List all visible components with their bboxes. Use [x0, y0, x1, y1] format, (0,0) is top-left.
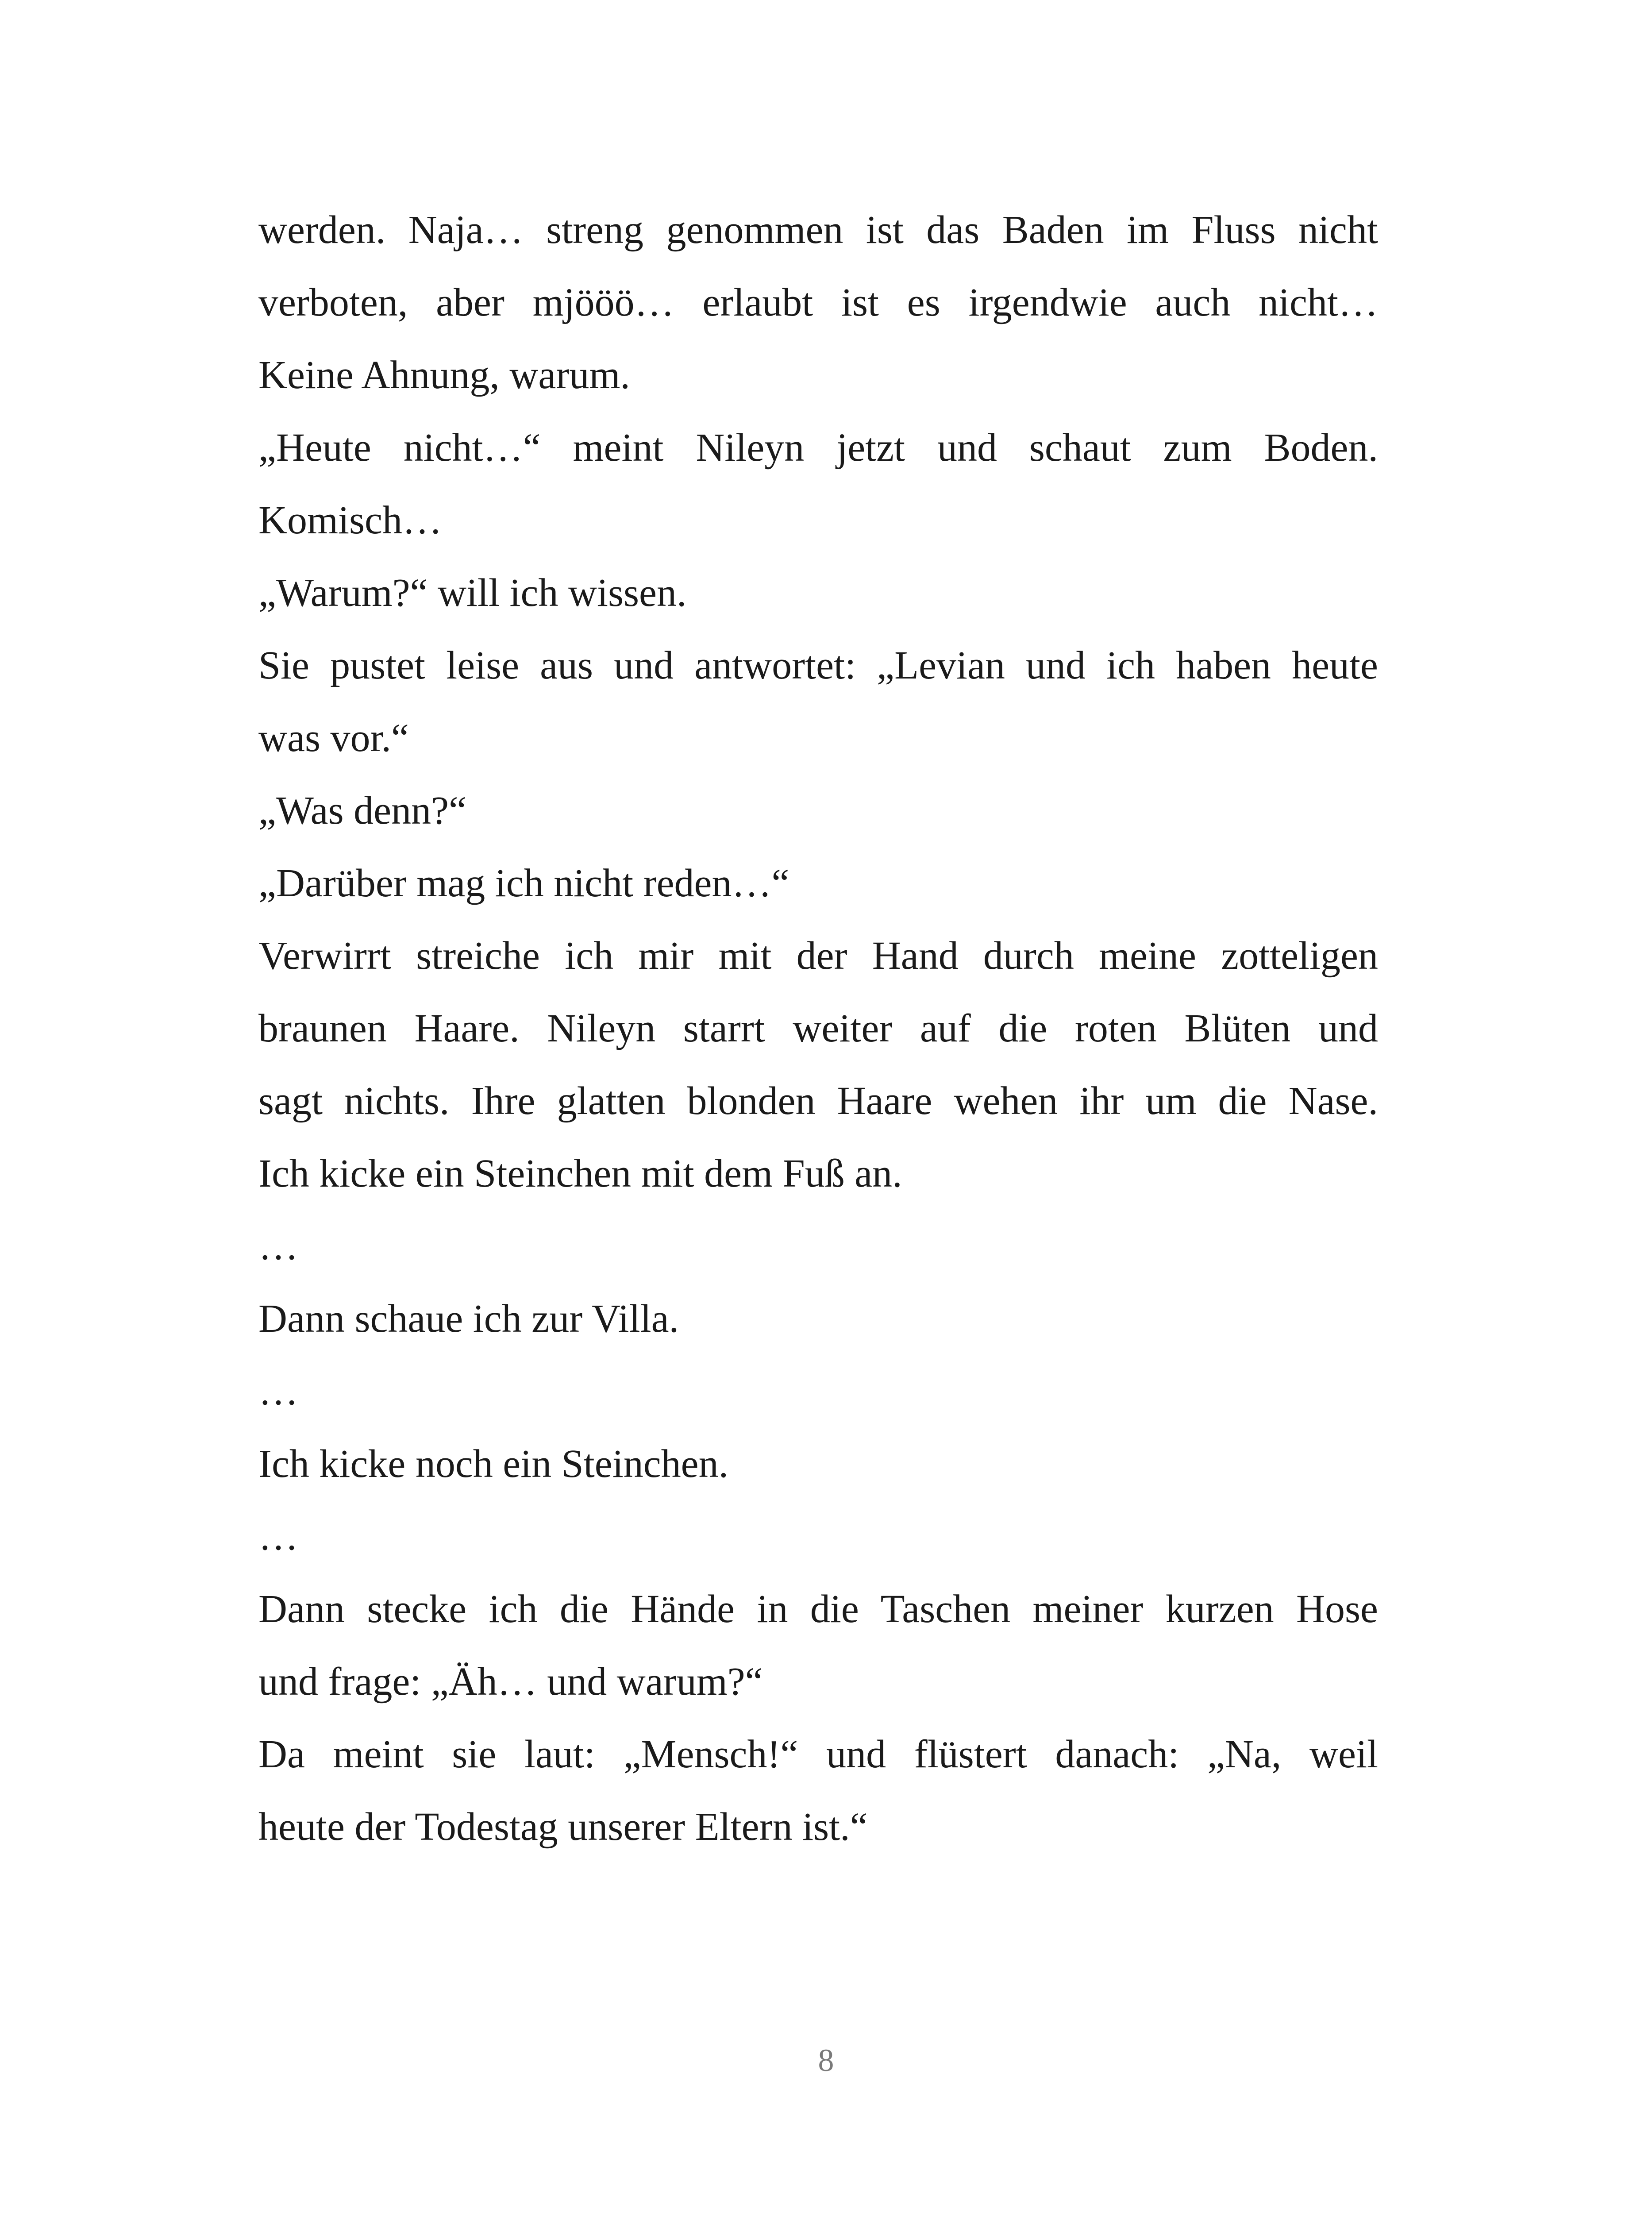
- text-line: Dann schaue ich zur Villa.: [258, 1297, 679, 1341]
- text-line: Komisch…: [258, 498, 442, 542]
- text-line: Verwirrt streiche ich mir mit der Hand durch meine zotteligen: [258, 934, 1378, 978]
- text-line: und frage: „Äh… und warum?“: [258, 1660, 763, 1704]
- text-line: „Darüber mag ich nicht reden…“: [258, 861, 789, 905]
- text-line: was vor.“: [258, 716, 409, 760]
- body-text: [258, 194, 1378, 1863]
- text-line: Da meint sie laut: „Mensch!“ und flüstert danach: „Na, weil: [258, 1732, 1378, 1776]
- text-line: „Was denn?“: [258, 789, 466, 833]
- text-line: heute der Todestag unserer Eltern ist.“: [258, 1805, 868, 1849]
- text-line: „Warum?“ will ich wissen.: [258, 571, 687, 615]
- text-line: Ich kicke ein Steinchen mit dem Fuß an.: [258, 1152, 902, 1195]
- text-line: „Heute nicht…“ meint Nileyn jetzt und schaut zum Boden.: [258, 426, 1378, 470]
- text-line: Keine Ahnung, warum.: [258, 353, 630, 397]
- text-line: …: [258, 1224, 298, 1268]
- text-line: verboten, aber mjööö… erlaubt ist es irgendwie auch nicht…: [258, 281, 1378, 324]
- text-line: sagt nichts. Ihre glatten blonden Haare wehen ihr um die Nase.: [258, 1079, 1378, 1123]
- text-line: Sie pustet leise aus und antwortet: „Levian und ich haben heute: [258, 644, 1378, 687]
- text-line: werden. Naja… streng genommen ist das Baden im Fluss nicht: [258, 208, 1378, 252]
- text-line: Dann stecke ich die Hände in die Taschen meiner kurzen Hose: [258, 1587, 1378, 1631]
- page-number: 8: [818, 2043, 834, 2078]
- text-line: Ich kicke noch ein Steinchen.: [258, 1442, 729, 1486]
- text-line: …: [258, 1515, 298, 1558]
- text-line: …: [258, 1369, 298, 1413]
- text-line: braunen Haare. Nileyn starrt weiter auf die roten Blüten und: [258, 1006, 1378, 1050]
